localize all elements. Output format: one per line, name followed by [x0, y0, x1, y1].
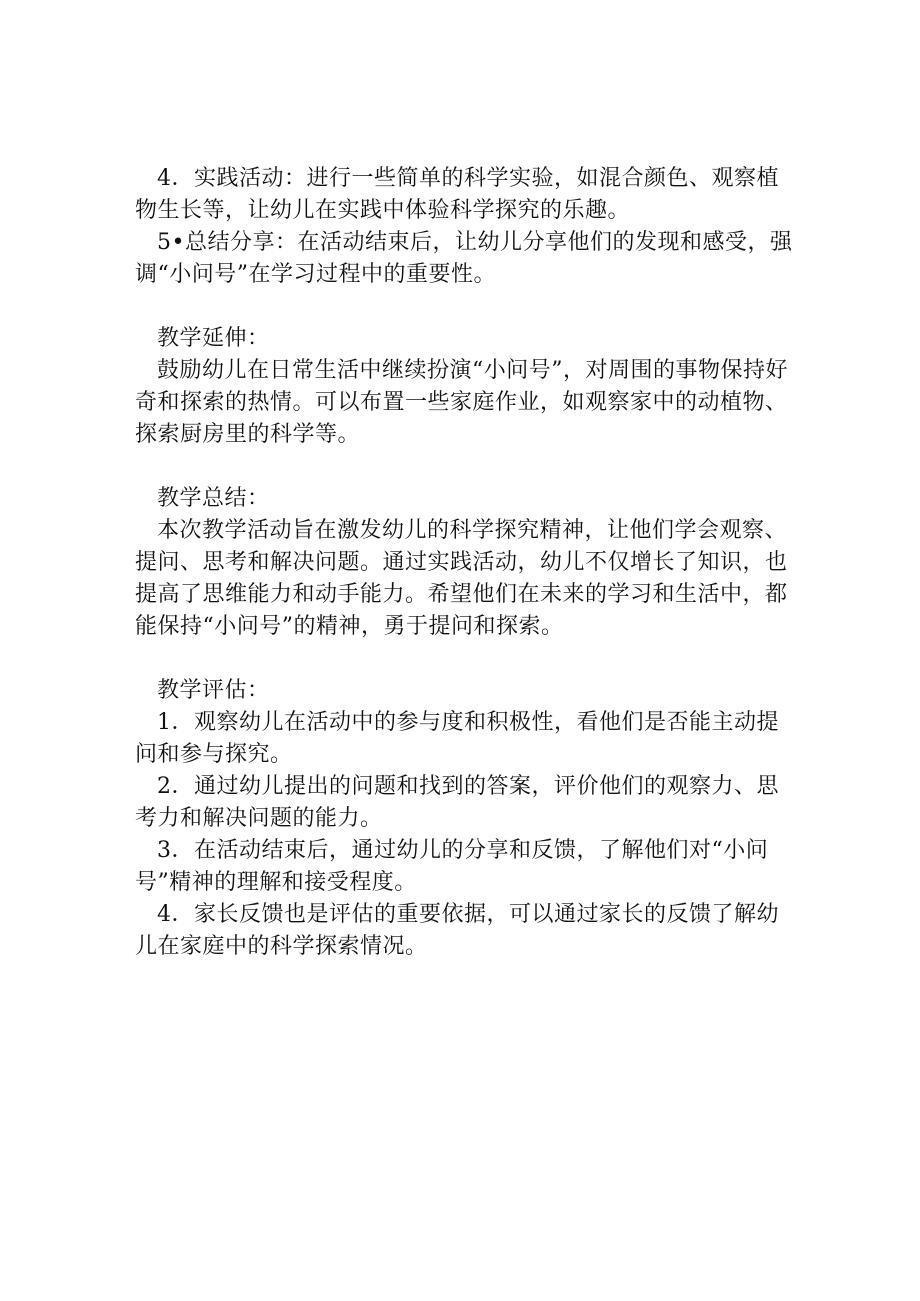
evaluation-item-3: 3．在活动结束后，通过幼儿的分享和反馈，了解他们对“小问号”精神的理解和接受程度。	[135, 838, 769, 895]
section-gap	[135, 291, 800, 323]
evaluation-heading: 教学评估：	[157, 678, 270, 703]
practice-item-5: 5•总结分享：在活动结束后，让幼儿分享他们的发现和感受，强调“小问号”在学习过程中的重要性。	[135, 230, 793, 287]
evaluation-item-2: 2．通过幼儿提出的问题和找到的答案，评价他们的观察力、思考力和解决问题的能力。	[135, 774, 779, 831]
section-gap	[135, 451, 800, 483]
document-body	[135, 163, 800, 963]
section-gap	[135, 643, 800, 675]
summary-body: 本次教学活动旨在激发幼儿的科学探究精神，让他们学会观察、提问、思考和解决问题。通过实践活动，幼儿不仅增长了知识，也提高了思维能力和动手能力。希望他们在未来的学习和生活中，都能保持“小问号”的精神，勇于提问和探索。	[135, 518, 788, 639]
extension-body: 鼓励幼儿在日常生活中继续扮演“小问号”，对周围的事物保持好奇和探索的热情。可以布置一些家庭作业，如观察家中的动植物、探索厨房里的科学等。	[135, 358, 788, 447]
extension-heading: 教学延伸：	[157, 326, 270, 351]
practice-item-4: 4．实践活动：进行一些简单的科学实验，如混合颜色、观察植物生长等，让幼儿在实践中体验科学探究的乐趣。	[135, 166, 779, 223]
evaluation-item-4: 4．家长反馈也是评估的重要依据，可以通过家长的反馈了解幼儿在家庭中的科学探索情况。	[135, 902, 779, 959]
summary-heading: 教学总结：	[157, 486, 270, 511]
evaluation-item-1: 1．观察幼儿在活动中的参与度和积极性，看他们是否能主动提问和参与探究。	[135, 710, 779, 767]
